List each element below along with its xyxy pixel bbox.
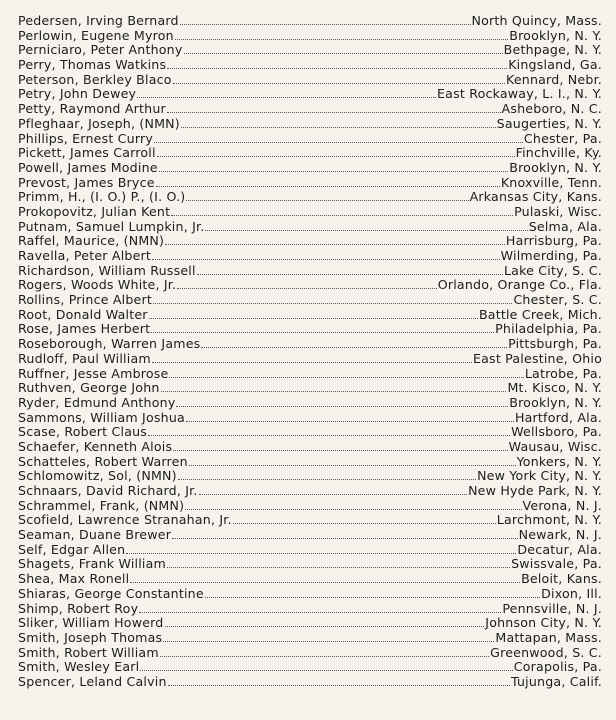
entry-hometown: Beloit, Kans. [521,571,602,587]
entry-hometown: Harrisburg, Pa. [505,233,602,249]
roster-entry [18,161,602,176]
entry-name: Perry, Thomas Watkins [18,57,167,73]
roster-entry [18,660,602,675]
entry-name: Seaman, Duane Brewer [18,527,172,543]
roster-entry [18,440,602,455]
roster-entry [18,176,602,191]
entry-name: Shimp, Robert Roy [18,600,139,616]
entry-name: Scofield, Lawrence Stranahan, Jr. [18,512,232,528]
entry-hometown: Battle Creek, Mich. [478,306,602,322]
entry-hometown: Saugerties, N. Y. [496,115,602,131]
entry-name: Petty, Raymond Arthur [18,101,166,117]
entry-name: Schatteles, Robert Warren [18,453,188,469]
entry-name: Perniciaro, Peter Anthony [18,42,183,58]
dot-leader [169,377,523,378]
entry-name: Rudloff, Paul William [18,350,151,366]
entry-name: Petry, John Dewey [18,86,137,102]
entry-hometown: Orlando, Orange Co., Fla. [437,277,602,293]
entry-hometown: Wellsboro, Pa. [511,424,602,440]
roster-entry [18,646,602,661]
entry-name: Sliker, William Howerd [18,615,164,631]
entry-name: Sammons, William Joshua [18,409,185,425]
roster-entry [18,513,602,528]
entry-hometown: Latrobe, Pa. [524,365,602,381]
dot-leader [148,435,510,436]
dot-leader [205,230,527,231]
roster-entry [18,367,602,382]
roster-entry [18,205,602,220]
entry-name: Putnam, Samuel Lumpkin, Jr. [18,218,205,234]
dot-leader [201,347,507,348]
entry-hometown: Knoxville, Tenn. [500,174,602,190]
dot-leader [173,83,505,84]
roster-entry [18,87,602,102]
roster-entry [18,484,602,499]
dot-leader [161,391,507,392]
dot-leader [151,332,494,333]
entry-name: Schaefer, Kenneth Alois [18,438,173,454]
dot-leader [149,318,478,319]
dot-leader [130,582,520,583]
entry-hometown: East Palestine, Ohio [472,350,602,366]
roster-entry [18,455,602,470]
roster-entry [18,234,602,249]
entry-name: Perlowin, Eugene Myron [18,27,174,43]
entry-hometown: North Quincy, Mass. [471,13,602,28]
entry-name: Schnaars, David Richard, Jr. [18,483,198,498]
entry-name: Powell, James Modine [18,159,158,175]
dot-leader [139,612,501,613]
roster-entry [18,381,602,396]
entry-hometown: Kennard, Nebr. [505,71,602,87]
entry-hometown: Mt. Kisco, N. Y. [507,380,602,396]
roster-entry [18,587,602,602]
entry-name: Root, Donald Walter [18,306,148,322]
entry-name: Richardson, William Russell [18,262,196,278]
dot-leader [172,538,518,539]
entry-name: Rogers, Woods White, Jr. [18,277,177,293]
entry-hometown: Pulaski, Wisc. [514,203,602,219]
roster-entry [18,616,602,631]
entry-hometown: Wausau, Wisc. [508,438,602,454]
dot-leader [163,641,494,642]
entry-name: Shea, Max Ronell [18,571,130,587]
entry-name: Shagets, Frank William [18,556,166,572]
roster-entry [18,337,602,352]
dot-leader [197,274,503,275]
dot-leader [167,68,507,69]
dot-leader [165,244,505,245]
entry-hometown: East Rockaway, L. I., N. Y. [437,86,602,102]
roster-entry [18,557,602,572]
roster-entry [18,278,602,293]
entry-hometown: Swissvale, Pa. [511,556,602,572]
dot-leader [171,215,513,216]
entry-hometown: Brooklyn, N. Y. [509,394,602,410]
entry-name: Prokopovitz, Julian Kent [18,203,171,219]
roster-entry [18,631,602,646]
dot-leader [126,553,516,554]
dot-leader [199,494,467,495]
dot-leader [154,142,523,143]
entry-name: Raffel, Maurice, (NMN) [18,233,165,249]
entry-hometown: Brooklyn, N. Y. [509,27,602,43]
dot-leader [152,259,500,260]
entry-name: Ravella, Peter Albert [18,248,152,263]
dot-leader [159,171,509,172]
roster-entry [18,146,602,161]
dot-leader [156,186,500,187]
entry-hometown: Wilmerding, Pa. [500,248,602,263]
roster-entry [18,572,602,587]
entry-hometown: Brooklyn, N. Y. [509,159,602,175]
entry-name: Rollins, Prince Albert [18,292,153,308]
entry-name: Self, Edgar Allen [18,541,126,557]
entry-hometown: Johnson City, N. Y. [485,615,602,631]
roster-entry [18,132,602,147]
dot-leader [185,509,521,510]
dot-leader [181,127,496,128]
entry-hometown: Yonkers, N. Y. [516,453,602,469]
entry-hometown: Arkansas City, Kans. [469,189,602,205]
entry-name: Smith, Wesley Earl [18,659,140,675]
entry-name: Pickett, James Carroll [18,145,156,161]
dot-leader [173,450,507,451]
roster-entry [18,73,602,88]
roster-entry [18,308,602,323]
entry-name: Pedersen, Irving Bernard [18,13,179,28]
entry-hometown: Greenwood, S. C. [490,644,602,660]
entry-hometown: Dixon, Ill. [541,585,602,601]
entry-hometown: New Hyde Park, N. Y. [468,483,602,498]
dot-leader [176,406,508,407]
dot-leader [153,303,512,304]
roster-entry [18,293,602,308]
roster-entry [18,469,602,484]
entry-hometown: Finchville, Ky. [515,145,602,161]
roster-entry [18,264,602,279]
entry-hometown: Pittsburgh, Pa. [508,336,602,352]
entry-hometown: Chester, Pa. [523,130,602,146]
entry-hometown: Philadelphia, Pa. [495,321,602,337]
dot-leader [184,53,503,54]
entry-hometown: Bethpage, N. Y. [503,42,602,58]
entry-name: Ruthven, George John [18,380,160,396]
name-roster-list [18,14,602,690]
dot-leader [177,288,436,289]
dot-leader [137,97,436,98]
dot-leader [165,626,485,627]
dot-leader [233,523,496,524]
entry-hometown: Newark, N. J. [518,527,602,543]
entry-hometown: New York City, N. Y. [477,468,602,484]
entry-name: Spencer, Leland Calvin [18,673,167,689]
entry-hometown: Verona, N. J. [522,497,602,513]
entry-hometown: Decatur, Ala. [517,541,602,557]
entry-name: Smith, Robert William [18,644,159,660]
entry-name: Schrammel, Frank, (NMN) [18,497,185,513]
entry-hometown: Selma, Ala. [528,218,602,234]
entry-hometown: Chester, S. C. [513,292,602,308]
entry-name: Rose, James Herbert [18,321,151,337]
entry-hometown: Mattapan, Mass. [495,629,602,645]
entry-name: Ryder, Edmund Anthony [18,394,176,410]
entry-name: Scase, Robert Claus [18,424,148,440]
roster-entry [18,43,602,58]
roster-entry [18,528,602,543]
roster-entry [18,499,602,514]
dot-leader [186,421,514,422]
entry-hometown: Lake City, S. C. [503,262,602,278]
roster-entry [18,14,602,29]
roster-entry [18,411,602,426]
dot-leader [180,24,471,25]
entry-name: Ruffner, Jesse Ambrose [18,365,169,381]
roster-entry [18,220,602,235]
entry-name: Pfleghaar, Joseph, (NMN) [18,115,180,131]
entry-hometown: Asheboro, N. C. [501,101,602,117]
roster-entry [18,675,602,690]
entry-hometown: Tujunga, Calif. [511,673,602,689]
roster-entry [18,102,602,117]
roster-entry [18,322,602,337]
dot-leader [175,39,508,40]
dot-leader [140,670,512,671]
entry-name: Phillips, Ernest Curry [18,130,154,146]
dot-leader [160,656,489,657]
entry-hometown: Corapolis, Pa. [513,659,602,675]
dot-leader [152,362,472,363]
entry-name: Primm, H., (I. O.) P., (I. O.) [18,189,186,205]
roster-entry [18,58,602,73]
entry-name: Schlomowitz, Sol, (NMN) [18,468,177,484]
entry-name: Smith, Joseph Thomas [18,629,163,645]
roster-entry [18,249,602,264]
dot-leader [189,465,516,466]
roster-entry [18,29,602,44]
entry-name: Peterson, Berkley Blaco [18,71,172,87]
entry-name: Prevost, James Bryce [18,174,155,190]
roster-entry [18,425,602,440]
roster-entry [18,602,602,617]
entry-hometown: Larchmont, N. Y. [496,512,602,528]
entry-hometown: Hartford, Ala. [514,409,602,425]
entry-name: Roseborough, Warren James [18,336,201,352]
dot-leader [157,156,515,157]
dot-leader [205,597,540,598]
entry-hometown: Pennsville, N. J. [502,600,602,616]
entry-hometown: Kingsland, Ga. [508,57,602,73]
entry-name: Shiaras, George Constantine [18,585,204,601]
roster-entry [18,543,602,558]
dot-leader [168,685,510,686]
roster-entry [18,117,602,132]
dot-leader [167,112,501,113]
roster-entry [18,396,602,411]
roster-entry [18,352,602,367]
dot-leader [186,200,468,201]
dot-leader [167,567,510,568]
dot-leader [178,479,476,480]
roster-entry [18,190,602,205]
